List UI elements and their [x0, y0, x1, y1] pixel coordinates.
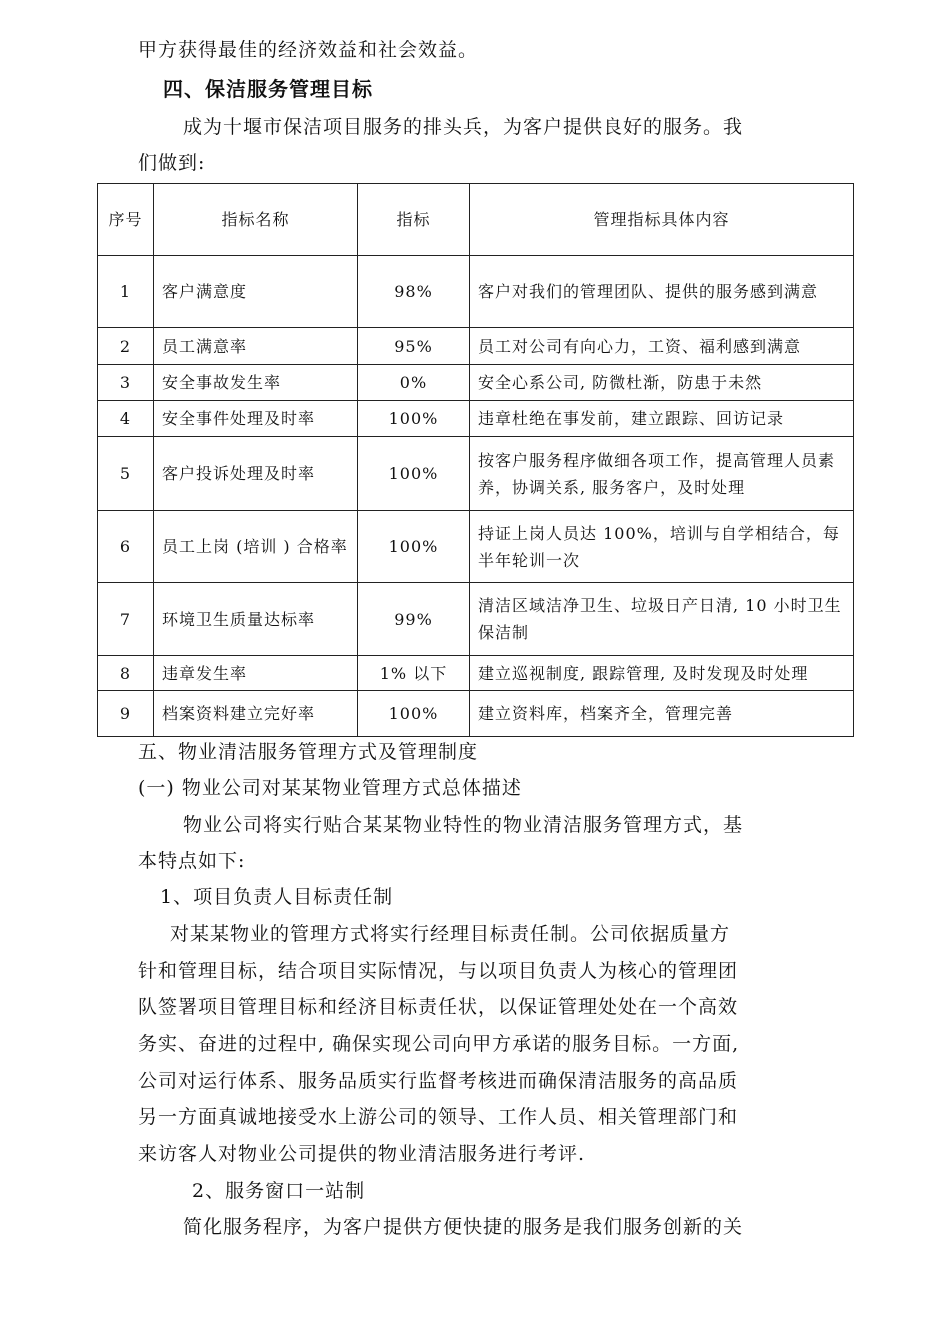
table-row [98, 583, 854, 656]
cell-content: 违章杜绝在事发前，建立跟踪、回访记录 [470, 401, 854, 437]
numbered-heading: 1、项目负责人目标责任制 [160, 886, 394, 908]
paragraph-line: 物业公司将实行贴合某某物业特性的物业清洁服务管理方式，基 [183, 814, 744, 836]
section-heading-4: 四、保洁服务管理目标 [163, 77, 373, 101]
cell-no: 8 [98, 656, 154, 691]
cell-no: 3 [98, 365, 154, 401]
cell-name: 环境卫生质量达标率 [154, 583, 358, 656]
table-row [98, 511, 854, 583]
cell-content: 建立资料库，档案齐全，管理完善 [470, 691, 854, 737]
cell-target: 95% [358, 328, 470, 365]
cell-no: 5 [98, 437, 154, 511]
header-cell-target: 指标 [358, 184, 470, 256]
cell-no: 9 [98, 691, 154, 737]
paragraph-line: 甲方获得最佳的经济效益和社会效益。 [138, 39, 479, 61]
table-row [98, 691, 854, 737]
header-cell-content: 管理指标具体内容 [470, 184, 854, 256]
section-heading-5: 五、物业清洁服务管理方式及管理制度 [138, 741, 479, 763]
cell-content: 员工对公司有向心力，工资、福利感到满意 [470, 328, 854, 365]
header-cell-no: 序号 [98, 184, 154, 256]
cell-no: 2 [98, 328, 154, 365]
cell-target: 1% 以下 [358, 656, 470, 691]
numbered-heading: 2、服务窗口一站制 [192, 1180, 366, 1202]
cell-name: 档案资料建立完好率 [154, 691, 358, 737]
cell-target: 0% [358, 365, 470, 401]
cell-name: 安全事故发生率 [154, 365, 358, 401]
cell-target: 99% [358, 583, 470, 656]
paragraph-line: 简化服务程序，为客户提供方便快捷的服务是我们服务创新的关 [183, 1216, 744, 1238]
cell-target: 100% [358, 437, 470, 511]
table-header-row [98, 184, 854, 256]
table-row [98, 437, 854, 511]
cell-content: 按客户服务程序做细各项工作，提高管理人员素养，协调关系, 服务客户，及时处理 [470, 437, 854, 511]
cell-content: 清洁区域洁净卫生、垃圾日产日清, 10 小时卫生保洁制 [470, 583, 854, 656]
paragraph-line: 们做到: [138, 152, 206, 174]
cell-no: 6 [98, 511, 154, 583]
cell-content: 安全心系公司, 防微杜渐，防患于未然 [470, 365, 854, 401]
paragraph-line: 来访客人对物业公司提供的物业清洁服务进行考评. [138, 1143, 586, 1165]
cell-target: 98% [358, 256, 470, 328]
paragraph-line: 对某某物业的管理方式将实行经理目标责任制。公司依据质量方 [170, 923, 731, 945]
subsection-heading: (一) 物业公司对某某物业管理方式总体描述 [138, 777, 522, 799]
cell-content: 持证上岗人员达 100%，培训与自学相结合，每半年轮训一次 [470, 511, 854, 583]
cell-no: 1 [98, 256, 154, 328]
cell-name: 客户投诉处理及时率 [154, 437, 358, 511]
paragraph-line: 针和管理目标，结合项目实际情况，与以项目负责人为核心的管理团 [138, 960, 739, 982]
cell-name: 客户满意度 [154, 256, 358, 328]
cell-target: 100% [358, 511, 470, 583]
paragraph-line: 队签署项目管理目标和经济目标责任状，以保证管理处处在一个高效 [138, 996, 739, 1018]
management-targets-table [97, 183, 854, 737]
cell-name: 违章发生率 [154, 656, 358, 691]
table-row [98, 656, 854, 691]
paragraph-line: 另一方面真诚地接受水上游公司的领导、工作人员、相关管理部门和 [138, 1106, 739, 1128]
paragraph-line: 本特点如下: [138, 850, 246, 872]
cell-no: 4 [98, 401, 154, 437]
paragraph-line: 公司对运行体系、服务品质实行监督考核进而确保清洁服务的高品质 [138, 1070, 739, 1092]
cell-target: 100% [358, 401, 470, 437]
cell-content: 客户对我们的管理团队、提供的服务感到满意 [470, 256, 854, 328]
paragraph-line: 成为十堰市保洁项目服务的排头兵，为客户提供良好的服务。我 [183, 116, 744, 138]
header-cell-name: 指标名称 [154, 184, 358, 256]
table-row [98, 365, 854, 401]
cell-name: 安全事件处理及时率 [154, 401, 358, 437]
cell-name: 员工上岗 (培训 ) 合格率 [154, 511, 358, 583]
cell-content: 建立巡视制度, 跟踪管理, 及时发现及时处理 [470, 656, 854, 691]
paragraph-line: 务实、奋进的过程中, 确保实现公司向甲方承诺的服务目标。一方面, [138, 1033, 740, 1055]
table-row [98, 256, 854, 328]
cell-no: 7 [98, 583, 154, 656]
cell-name: 员工满意率 [154, 328, 358, 365]
cell-target: 100% [358, 691, 470, 737]
table-row [98, 401, 854, 437]
table-row [98, 328, 854, 365]
